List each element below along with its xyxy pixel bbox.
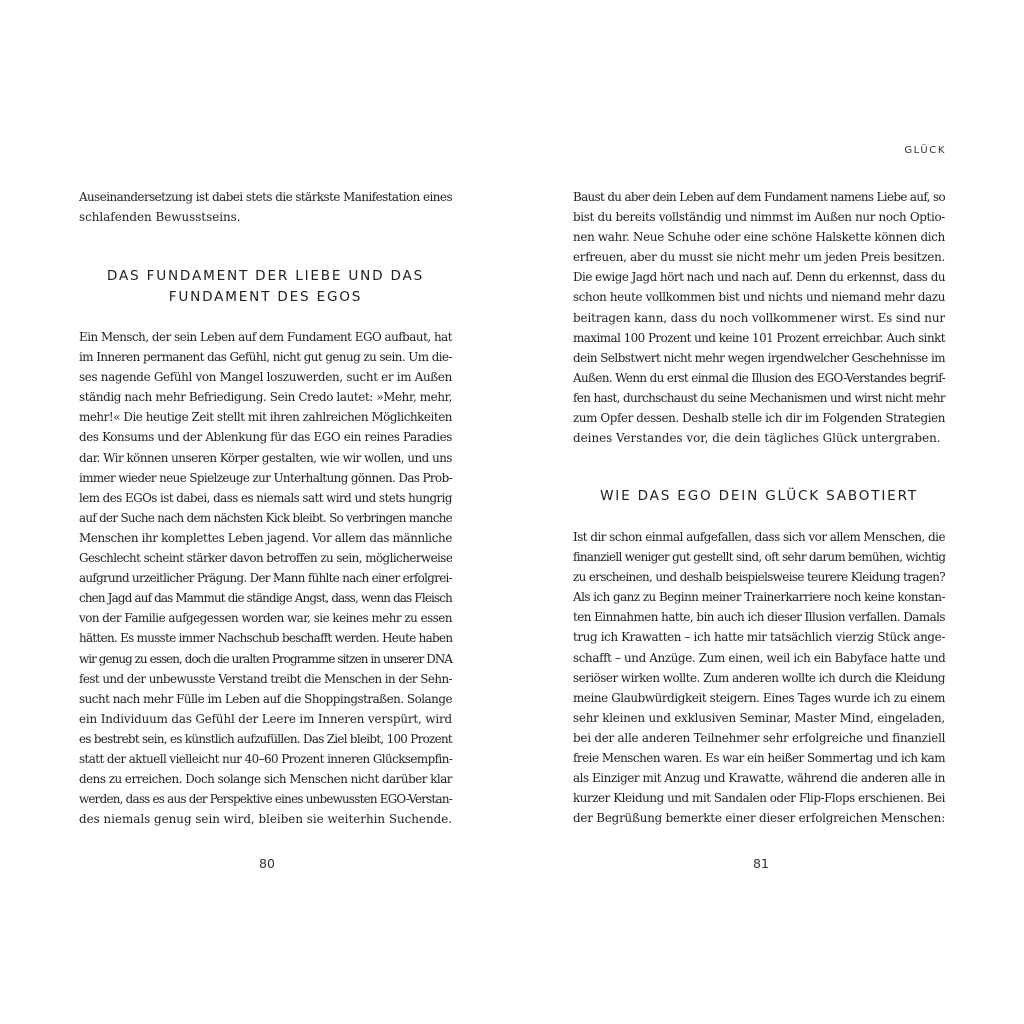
- text-line: Außen. Wenn du erst einmal die Illusion des EGO-Verstandes begrif-: [573, 370, 946, 385]
- text-line: zu erscheinen, und deshalb beispielsweise teurere Kleidung tragen?: [573, 570, 945, 585]
- text-line: Die ewige Jagd hört nach und nach auf. Denn du erkennst, dass du: [573, 270, 945, 285]
- text-line: freie Menschen waren. Es war ein heißer Sommertag und ich kam: [573, 751, 946, 766]
- text-line: finanziell weniger gut gestellt sind, oft sehr darum bemühen, wichtig: [573, 550, 946, 565]
- text-line: kurzer Kleidung und mit Sandalen oder Flip-Flops erschienen. Bei: [573, 791, 946, 806]
- right-section-heading: [573, 486, 945, 507]
- text-line: schlafenden Bewusstseins.: [79, 210, 241, 225]
- left-heading-line-1: DAS FUNDAMENT DER LIEBE UND DAS: [106, 268, 425, 284]
- text-line: Menschen ihr komplettes Leben jagend. Vor allem das männliche: [79, 530, 452, 545]
- text-line: Auseinandersetzung ist dabei stets die stärkste Manifestation eines: [79, 190, 453, 204]
- text-line: Ein Mensch, der sein Leben auf dem Fundament EGO aufbaut, hat: [79, 330, 453, 344]
- text-line: fest und der unbewusste Verstand treibt die Menschen in der Sehn-: [79, 671, 453, 686]
- text-line: trug ich Krawatten – ich hatte mir tatsächlich vierzig Stück ange-: [573, 630, 945, 645]
- text-line: seriöser wirken wollte. Zum anderen wollte ich durch die Kleidung: [573, 670, 945, 685]
- text-line: wir genug zu essen, doch die uralten Programme sitzen in unserer DNA: [79, 651, 452, 666]
- text-line: ten Einnahmen hatte, bin auch ich dieser Illusion verfallen. Damals: [573, 610, 946, 625]
- text-line: deines Verstandes vor, die dein tägliches Glück untergraben.: [573, 431, 941, 446]
- text-line: ständig nach mehr Befriedigung. Sein Credo lautet: »Mehr, mehr,: [79, 390, 452, 405]
- right-body-paragraph-1: [573, 187, 945, 448]
- text-line: Als ich ganz zu Beginn meiner Trainerkarriere noch keine konstan-: [573, 590, 946, 605]
- text-line: von der Familie aufgegessen worden war, sie keines mehr zu essen: [79, 611, 452, 626]
- left-heading-line-2: FUNDAMENT DES EGOS: [168, 289, 363, 305]
- text-line: schafft – und Anzüge. Zum einen, weil ich ein Babyface hatte und: [573, 650, 946, 665]
- text-line: es bestrebt sein, es künstlich aufzufüllen. Das Ziel bleibt, 100 Prozent: [79, 731, 452, 746]
- page-number-right: 81: [753, 856, 769, 871]
- left-body-paragraph: [79, 327, 452, 829]
- text-line: des niemals genug sein wird, bleiben sie weiterhin Suchende.: [79, 812, 453, 827]
- left-intro-paragraph: [79, 187, 452, 227]
- text-line: meine Glaubwürdigkeit steigern. Eines Tages wurde ich zu einem: [573, 690, 945, 705]
- text-line: lem des EGOs ist dabei, dass es niemals satt wird und stets hungrig: [79, 490, 452, 505]
- text-line: chen Jagd auf das Mammut die ständige Angst, dass, wenn das Fleisch: [79, 591, 452, 606]
- text-line: beitragen kann, dass du noch vollkommener wirst. Es sind nur: [573, 310, 946, 325]
- right-heading-line: WIE DAS EGO DEIN GLÜCK SABOTIERT: [600, 488, 918, 504]
- running-head: GLÜCK: [904, 145, 946, 156]
- text-line: Ist dir schon einmal aufgefallen, dass sich vor allem Menschen, die: [573, 530, 946, 544]
- text-line: im Inneren permanent das Gefühl, nicht gut genug zu sein. Um die-: [79, 350, 452, 365]
- text-line: auf der Suche nach dem nächsten Kick bleibt. So verbringen manche: [79, 510, 452, 525]
- text-line: sucht nach mehr Fülle im Leben auf die Shoppingstraßen. Solange: [79, 691, 452, 706]
- text-line: sehr kleinen und exklusiven Seminar, Master Mind, eingeladen,: [573, 710, 945, 725]
- text-line: erfreuen, aber du musst sie nicht mehr um jeden Preis besitzen.: [573, 250, 946, 265]
- text-line: immer wieder neue Spielzeuge zur Unterhaltung gönnen. Das Prob-: [79, 470, 452, 485]
- text-line: schon heute vollkommen bist und nichts und niemand mehr dazu: [573, 290, 946, 305]
- right-page: [512, 0, 1024, 1024]
- text-line: als Einziger mit Anzug und Krawatte, während die anderen alle in: [573, 771, 946, 786]
- text-line: werden, dass es aus der Perspektive eines unbewussten EGO-Verstan-: [79, 792, 452, 807]
- left-section-heading: [79, 266, 452, 308]
- text-line: ein Individuum das Gefühl der Leere im Inneren verspürt, wird: [79, 711, 453, 726]
- text-line: bist du bereits vollständig und nimmst im Außen nur noch Optio-: [573, 210, 945, 225]
- text-line: dein Selbstwert nicht mehr wegen irgendwelcher Geschehnisse im: [573, 350, 945, 365]
- text-line: maximal 100 Prozent und keine 101 Prozent erreichbar. Auch sinkt: [573, 330, 946, 345]
- text-line: bei der alle anderen Teilnehmer sehr erfolgreiche und finanziell: [573, 730, 946, 745]
- text-line: statt der aktuell vielleicht nur 40–60 Prozent inneren Glücksempfin-: [79, 751, 453, 766]
- text-line: fen hast, durchschaust du seine Mechanismen und wirst nicht mehr: [573, 390, 945, 405]
- text-line: der Begrüßung bemerkte einer dieser erfolgreichen Menschen:: [573, 811, 946, 826]
- text-line: mehr!« Die heutige Zeit stellt mit ihren zahlreichen Möglichkeiten: [79, 410, 453, 425]
- page-number-left: 80: [259, 856, 275, 871]
- text-line: des Konsums und der Ablenkung für das EGO ein reines Paradies: [79, 430, 453, 445]
- text-line: Baust du aber dein Leben auf dem Fundament namens Liebe auf, so: [573, 190, 945, 204]
- text-line: hätten. Es musste immer Nachschub beschafft werden. Heute haben: [79, 631, 453, 646]
- text-line: nen wahr. Neue Schuhe oder eine schöne Halskette können dich: [573, 230, 946, 245]
- text-line: dens zu erreichen. Doch solange sich Menschen nicht darüber klar: [79, 772, 452, 787]
- text-line: Geschlecht scheint stärker davon betroffen zu sein, möglicherweise: [79, 551, 453, 566]
- text-line: zum Opfer dessen. Deshalb stelle ich dir im Folgenden Strategien: [573, 411, 945, 426]
- text-line: dar. Wir können unseren Körper gestalten, wie wir wollen, und uns: [79, 450, 452, 465]
- text-line: ses nagende Gefühl von Mangel loszuwerden, sucht er im Außen: [79, 370, 453, 385]
- right-body-paragraph-2: [573, 527, 945, 828]
- text-line: aufgrund urzeitlicher Prägung. Der Mann fühlte nach einer erfolgrei-: [79, 571, 453, 586]
